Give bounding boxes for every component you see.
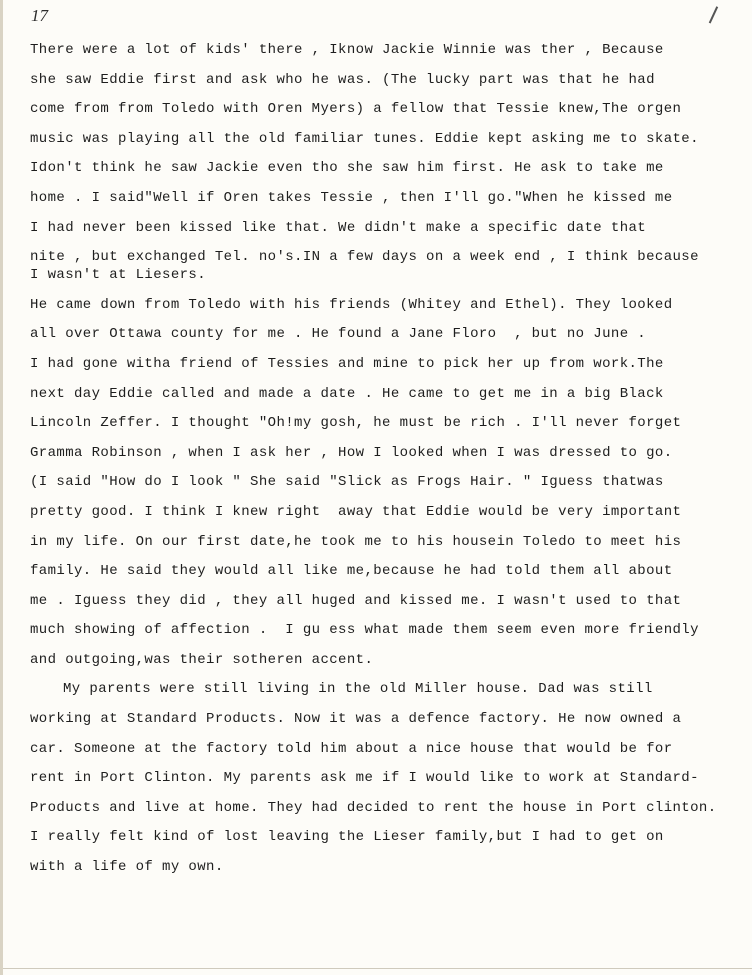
text-line: nite , but exchanged Tel. no's.IN a few days on a week end , I think because bbox=[30, 249, 699, 266]
text-line: next day Eddie called and made a date . He came to get me in a big Black bbox=[30, 385, 664, 402]
text-line: in my life. On our first date,he took me to his housein Toledo to meet his bbox=[30, 533, 682, 550]
text-line: Lincoln Zeffer. I thought "Oh!my gosh, he must be rich . I'll never forget bbox=[30, 415, 682, 432]
text-line: rent in Port Clinton. My parents ask me if I would like to work at Standard- bbox=[30, 770, 699, 787]
text-line: I wasn't at Liesers. bbox=[30, 267, 207, 284]
corner-pencil-mark bbox=[709, 6, 727, 27]
text-line: she saw Eddie first and ask who he was. (The lucky part was that he had bbox=[30, 71, 655, 88]
text-line: home . I said"Well if Oren takes Tessie , then I'll go."When he kissed me bbox=[30, 189, 673, 206]
text-line: car. Someone at the factory told him about a nice house that would be for bbox=[30, 740, 673, 757]
text-line: (I said "How do I look " She said "Slick as Frogs Hair. " Iguess thatwas bbox=[30, 474, 664, 491]
text-line: Gramma Robinson , when I ask her , How I looked when I was dressed to go. bbox=[30, 444, 673, 461]
text-line: Products and live at home. They had decided to rent the house in Port clinton. bbox=[30, 799, 717, 816]
page-body-text bbox=[30, 38, 745, 885]
text-line: working at Standard Products. Now it was a defence factory. He now owned a bbox=[30, 711, 682, 728]
text-line: all over Ottawa county for me . He found a Jane Floro , but no June . bbox=[30, 326, 647, 343]
text-line: and outgoing,was their sotheren accent. bbox=[30, 651, 374, 668]
page-number-mark: 17 bbox=[31, 6, 48, 25]
text-line: He came down from Toledo with his friends (Whitey and Ethel). They looked bbox=[30, 296, 673, 313]
text-line: much showing of affection . I gu ess what made them seem even more friendly bbox=[30, 622, 699, 639]
text-line: pretty good. I think I knew right away that Eddie would be very important bbox=[30, 503, 682, 520]
text-line: me . Iguess they did , they all huged and kissed me. I wasn't used to that bbox=[30, 592, 682, 609]
text-line: I had gone witha friend of Tessies and mine to pick her up from work.The bbox=[30, 355, 664, 372]
page-bottom-edge bbox=[3, 968, 752, 969]
text-line: There were a lot of kids' there , Iknow Jackie Winnie was ther , Because bbox=[30, 42, 664, 58]
text-line: come from from Toledo with Oren Myers) a fellow that Tessie knew,The orgen bbox=[30, 101, 682, 118]
text-line: family. He said they would all like me,because he had told them all about bbox=[30, 563, 673, 580]
text-line: I really felt kind of lost leaving the Lieser family,but I had to get on bbox=[30, 829, 664, 846]
text-line: with a life of my own. bbox=[30, 859, 224, 876]
text-line: Idon't think he saw Jackie even tho she saw him first. He ask to take me bbox=[30, 160, 664, 177]
text-line: I had never been kissed like that. We didn't make a specific date that bbox=[30, 219, 647, 236]
text-line: My parents were still living in the old Miller house. Dad was still bbox=[63, 681, 653, 698]
text-line: music was playing all the old familiar tunes. Eddie kept asking me to skate. bbox=[30, 130, 699, 147]
